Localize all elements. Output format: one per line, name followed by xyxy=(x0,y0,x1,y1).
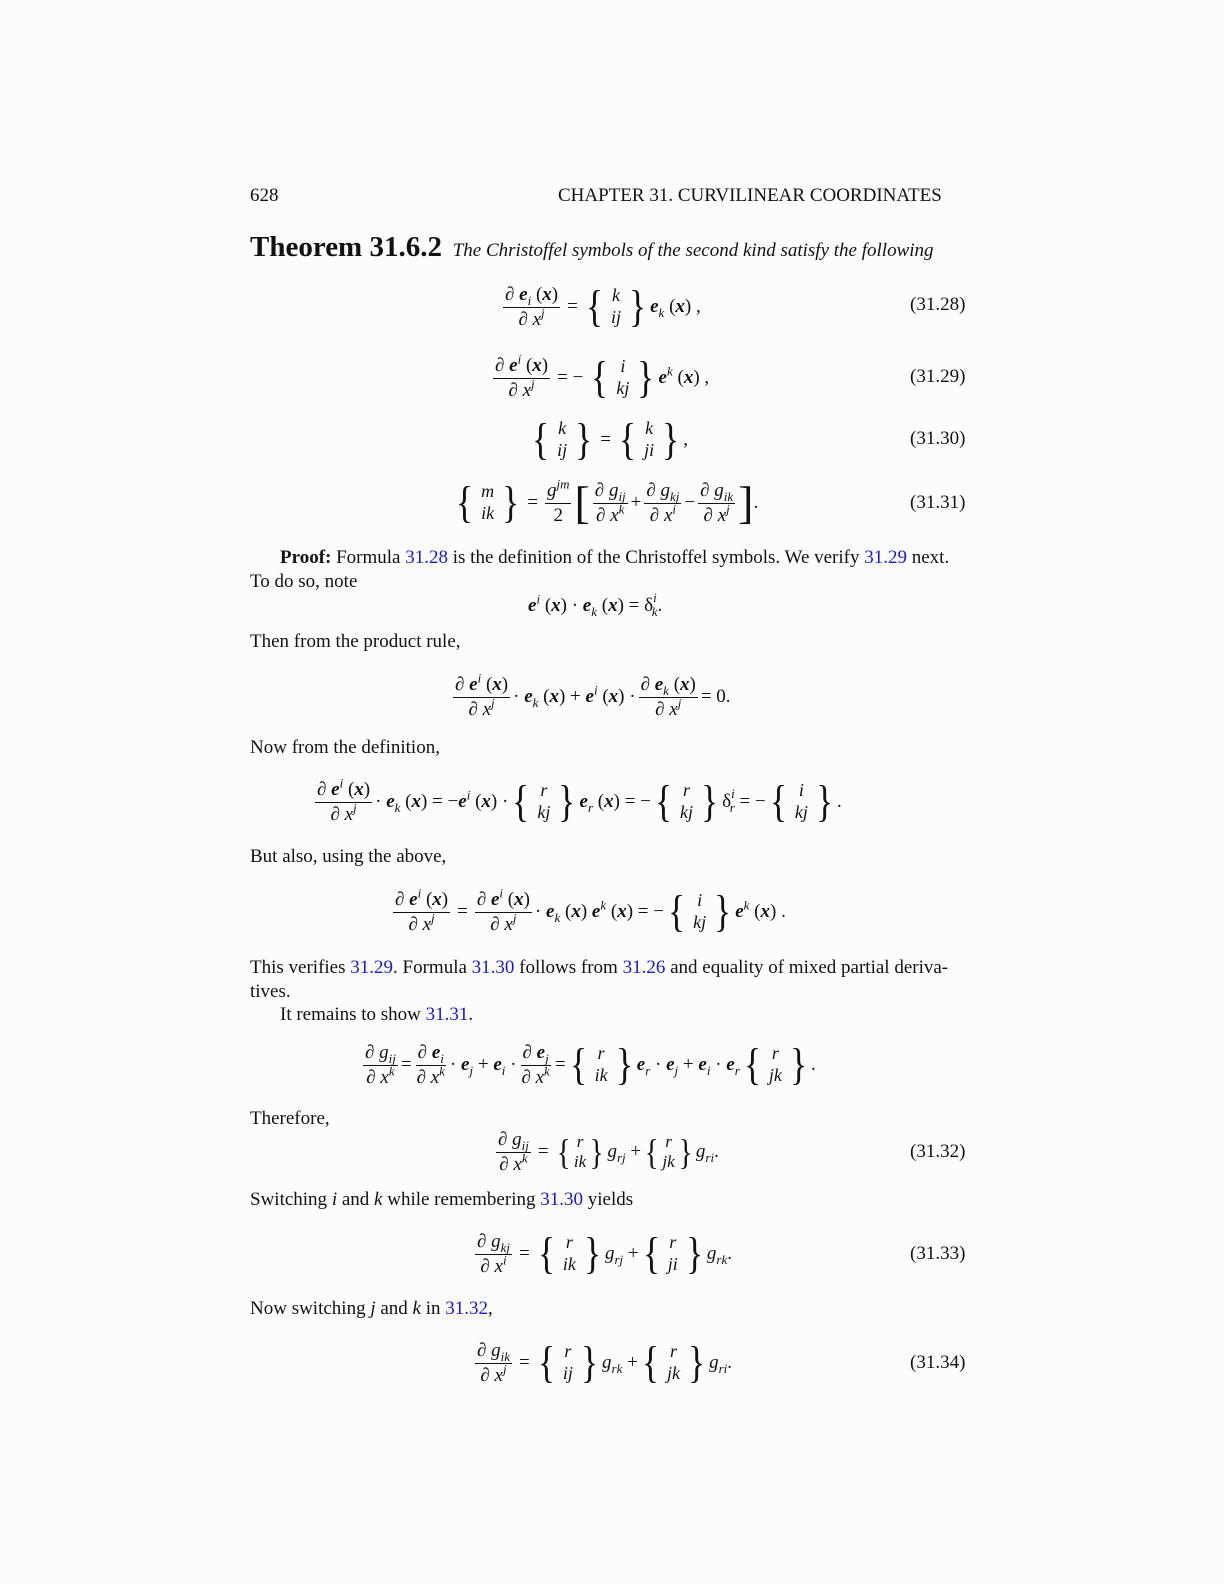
text-line: This verifies 31.29. Formula 31.30 follows from 31.26 and equality of mixed partial deriva- xyxy=(250,957,949,978)
proof-line: Proof: Formula 31.28 is the definition of the Christoffel symbols. We verify 31.29 next. xyxy=(280,547,950,568)
equation-product-rule: $\frac{\partial e^i (x)}{\partial x^j}$ · $e_k$ $(x) + e^i$ (x) · $\frac{\partial e_k (x)}{\partial x^j}$ = 0. xyxy=(455,670,731,720)
equation-31-31: { m ik } = $\frac{g^{jm}}{2}$ [ $\frac{\partial g_{ij}}{\partial x^k}$ + $\frac{\partial g_{kj}}{\partial x^i}$ − $\frac{\partial g_{ik}}{\partial x^j}$ ] . xyxy=(456,476,759,528)
text-line: It remains to show 31.31. xyxy=(280,1004,474,1025)
equation-using-above: $\frac{\partial e^i (x)}{\partial x^j}$ = $\frac{\partial e^i (x)}{\partial x^j}$ · $e_k$ (x) $e^k$ (x) = − { i kj } $e^k$ (x) . xyxy=(395,885,786,936)
text-line: Now from the definition, xyxy=(250,737,440,758)
theorem-statement: The Christoffel symbols of the second kind satisfy the following xyxy=(452,240,934,261)
theorem-label: Theorem 31.6.2 xyxy=(250,231,442,263)
equation-31-29: $\frac{\partial e^i (x)}{\partial x^j}$ = − { i kj } $e^k$ (x) , xyxy=(495,351,710,402)
equation-number: (31.32) xyxy=(910,1141,966,1162)
text-line: To do so, note xyxy=(250,571,358,592)
equation-metric-derivative: $\frac{\partial g_{ij}}{\partial x^k}$ = $\frac{\partial e_i}{\partial x^k}$ · $e_j + e_i$ · $\frac{\partial e_j}{\partial x^k}$ = { r ik } $e_r \cdot e_j + e_i \cdot e_r$ { r jk } . xyxy=(365,1040,816,1089)
ref-link[interactable]: 31.29 xyxy=(350,957,394,978)
ref-link[interactable]: 31.30 xyxy=(471,957,515,978)
equation-number: (31.28) xyxy=(910,294,966,315)
equation-number: (31.33) xyxy=(910,1243,966,1264)
equation-number: (31.30) xyxy=(910,428,966,449)
text-line: tives. xyxy=(250,981,291,1002)
proof-label: Proof: xyxy=(280,547,332,568)
running-header: CHAPTER 31. CURVILINEAR COORDINATES xyxy=(558,185,942,206)
equation-number: (31.29) xyxy=(910,366,966,387)
text-line: Therefore, xyxy=(250,1108,330,1129)
equation-number: (31.34) xyxy=(910,1352,966,1373)
equation-31-32: $\frac{\partial g_{ij}}{\partial x^k}$ = { r ik } $g_{rj}$ + { r jk } $g_{ri}$. xyxy=(498,1128,719,1175)
text-line: Now switching j and k in 31.32, xyxy=(250,1298,493,1319)
equation-31-28: $\frac{\partial e_i (x)}{\partial x^j}$ = { k ij } $e_k$ (x) , xyxy=(505,282,701,331)
equation-31-33: $\frac{\partial g_{kj}}{\partial x^i}$ = { r ik } $g_{rj}$ + { r ji } $g_{rk}$. xyxy=(477,1229,732,1278)
equation-definition-chain: $\frac{\partial e^i (x)}{\partial x^j}$ · $e_k$ $(x) = -e^i$ (x) · { r kj } $e_r$ (x) = − { r kj } $\delta^i_r$ = − { i kj } . xyxy=(317,775,842,826)
equation-number: (31.31) xyxy=(910,492,966,513)
text-line: Switching i and k while remembering 31.30 yields xyxy=(250,1189,634,1210)
text-line: But also, using the above, xyxy=(250,846,447,867)
ref-link[interactable]: 31.31 xyxy=(425,1004,469,1025)
ref-link[interactable]: 31.28 xyxy=(405,547,448,568)
equation-31-30: { k ij } = { k ji } , xyxy=(532,415,688,464)
text-line: Then from the product rule, xyxy=(250,631,461,652)
page-number: 628 xyxy=(250,185,279,206)
ref-link[interactable]: 31.26 xyxy=(622,957,666,978)
equation-31-34: $\frac{\partial g_{ik}}{\partial x^j}$ = { r ij } $g_{rk}$ + { r jk } $g_{ri}$. xyxy=(477,1338,732,1387)
ref-link[interactable]: 31.29 xyxy=(864,547,907,568)
equation-dual-basis: $e^i$ $(x) \cdot e_k$ $(x) = \delta^i_k$. xyxy=(528,589,663,619)
ref-link[interactable]: 31.32 xyxy=(445,1298,489,1319)
ref-link[interactable]: 31.30 xyxy=(540,1189,583,1210)
theorem-heading xyxy=(250,231,934,264)
